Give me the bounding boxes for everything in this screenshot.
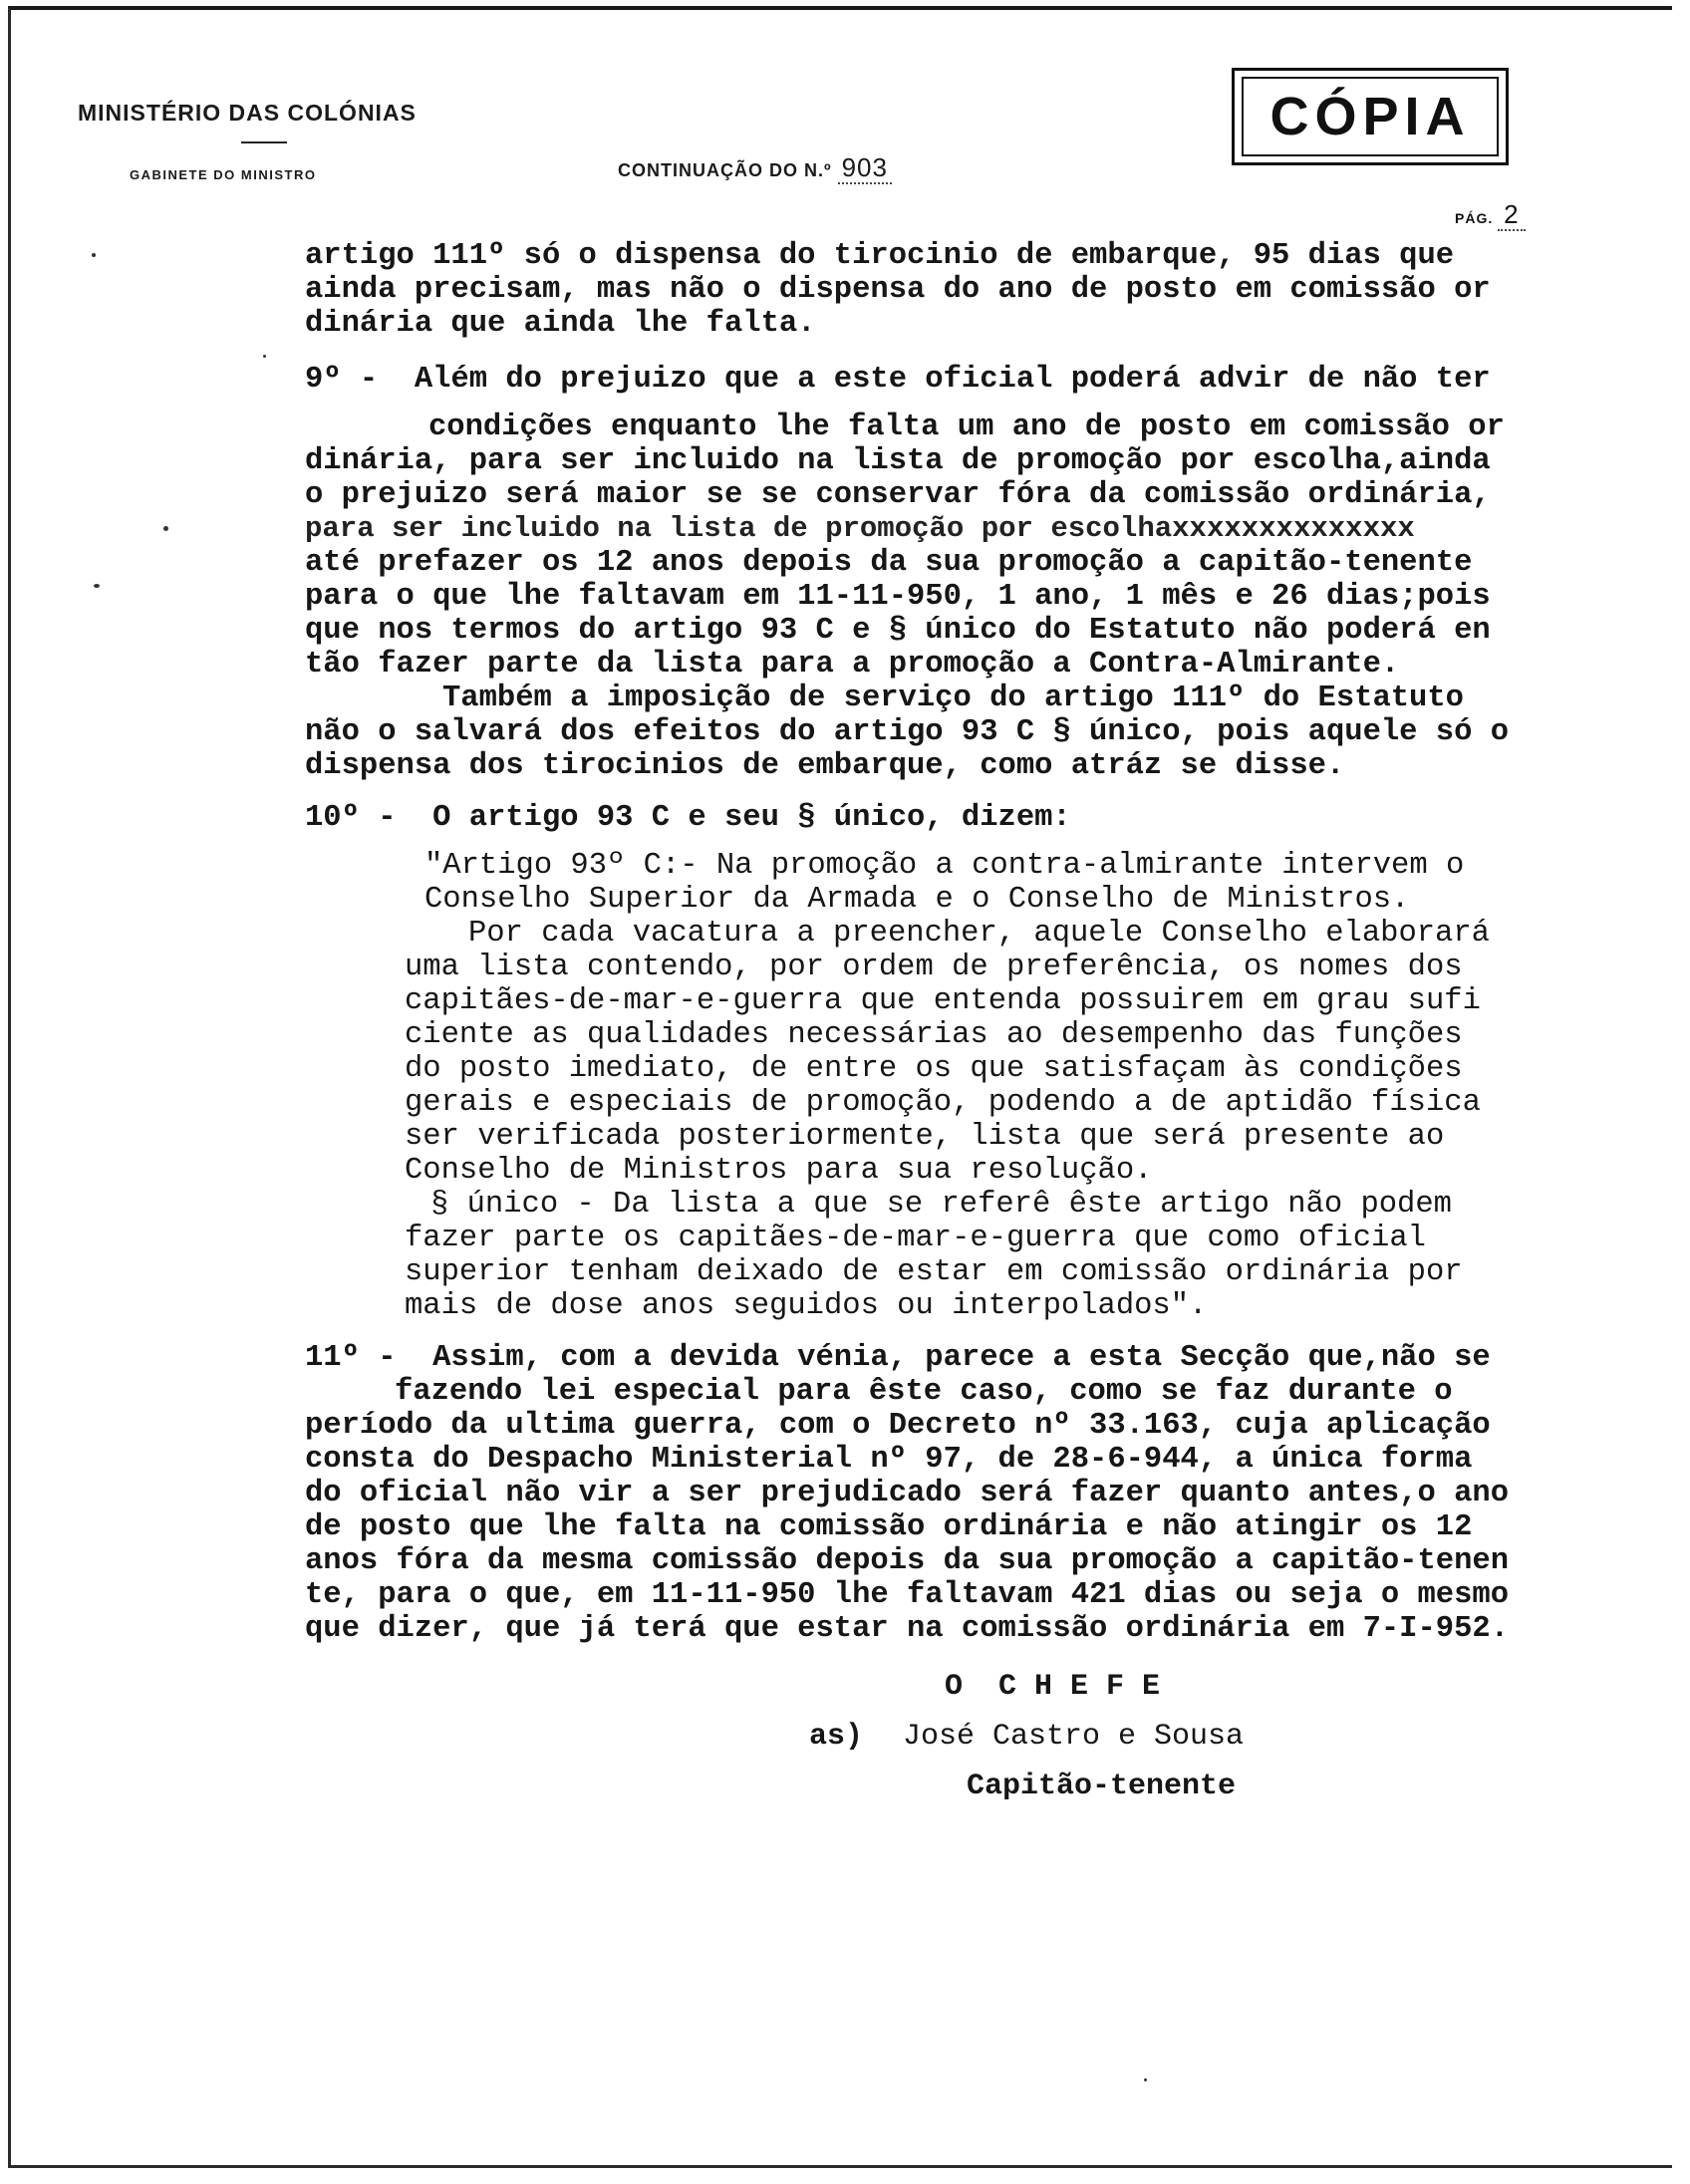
body-line: anos fóra da mesma comissão depois da sua promoção a capitão-tenen — [305, 1544, 1509, 1578]
scan-speck — [263, 355, 266, 358]
body-line: ainda precisam, mas não o dispensa do ano de posto em comissão or — [305, 273, 1491, 307]
page-number: 2 — [1498, 199, 1525, 231]
body-line: te, para o que, em 11-11-950 lhe faltavam 421 dias ou seja o mesmo — [305, 1578, 1509, 1612]
copia-stamp-text: CÓPIA — [1242, 77, 1499, 156]
quote-line: Conselho de Ministros para sua resolução. — [405, 1154, 1153, 1188]
signature-name: José Castro e Sousa — [903, 1720, 1245, 1754]
signature-prefix: as) — [809, 1720, 864, 1754]
continuation-line — [618, 152, 892, 183]
quote-line: mais de dose anos seguidos ou interpolados". — [405, 1289, 1208, 1323]
body-line: fazendo lei especial para êste caso, como se faz durante o — [395, 1375, 1453, 1409]
body-line: tão fazer parte da lista para a promoção a Contra-Almirante. — [305, 648, 1400, 682]
body-line: 11º - Assim, com a devida vénia, parece a esta Secção que,não se — [305, 1341, 1491, 1375]
cabinet-title: GABINETE DO MINISTRO — [130, 167, 317, 182]
continuation-label: CONTINUAÇÃO DO N.º — [618, 160, 832, 180]
quote-line: "Artigo 93º C:- Na promoção a contra-almirante intervem o — [424, 849, 1465, 883]
body-line: condições enquanto lhe falta um ano de posto em comissão or — [428, 410, 1505, 444]
body-line: Também a imposição de serviço do artigo 111º do Estatuto — [442, 682, 1464, 715]
body-line: até prefazer os 12 anos depois da sua promoção a capitão-tenente — [305, 546, 1473, 580]
body-line: dinária que ainda lhe falta. — [305, 307, 816, 341]
signature-title: O C H E F E — [945, 1670, 1161, 1704]
body-line: período da ultima guerra, com o Decreto nº 33.163, cuja aplicação — [305, 1409, 1491, 1443]
body-line: para o que lhe faltavam em 11-11-950, 1 ano, 1 mês e 26 dias;pois — [305, 580, 1491, 614]
scan-speck — [94, 584, 100, 588]
body-line: 9º - Além do prejuizo que a este oficial poderá advir de não ter — [305, 363, 1491, 397]
body-line: que nos termos do artigo 93 C e § único do Estatuto não poderá en — [305, 614, 1491, 648]
body-line: dispensa dos tirocinios de embarque, como atráz se disse. — [305, 749, 1345, 783]
body-line: de posto que lhe falta na comissão ordinária e não atingir os 12 — [305, 1510, 1473, 1544]
body-line: artigo 111º só o dispensa do tirocinio de embarque, 95 dias que — [305, 239, 1455, 273]
body-line: não o salvará dos efeitos do artigo 93 C § único, pois aquele só o — [305, 715, 1509, 749]
continuation-number: 903 — [838, 152, 892, 184]
copia-stamp — [1232, 68, 1509, 165]
quote-line: fazer parte os capitães-de-mar-e-guerra que como oficial — [405, 1222, 1426, 1255]
quote-line: ciente as qualidades necessárias ao desempenho das funções — [405, 1018, 1463, 1052]
scan-speck — [92, 253, 96, 257]
scan-speck — [163, 526, 168, 531]
quote-line: superior tenham deixado de estar em comissão ordinária por — [405, 1255, 1463, 1289]
header-rule — [241, 141, 287, 143]
scan-speck — [1144, 2078, 1147, 2081]
body-line-struck: para ser incluido na lista de promoção por escolhaxxxxxxxxxxxxxx — [305, 512, 1415, 545]
body-line: consta do Despacho Ministerial nº 97, de 28-6-944, a única forma — [305, 1443, 1473, 1477]
signature-rank: Capitão-tenente — [967, 1770, 1237, 1803]
body-line: do oficial não vir a ser prejudicado será fazer quanto antes,o ano — [305, 1477, 1509, 1510]
quote-line: capitães-de-mar-e-guerra que entenda possuirem em grau sufi — [405, 984, 1481, 1018]
quote-line: do posto imediato, de entre os que satisfaçam às condições — [405, 1052, 1463, 1086]
body-line: o prejuizo será maior se se conservar fóra da comissão ordinária, — [305, 478, 1491, 512]
quote-line: § único - Da lista a que se referê êste artigo não podem — [430, 1188, 1452, 1222]
page-label: PÁG. — [1455, 210, 1494, 226]
quote-line: Conselho Superior da Armada e o Conselho de Ministros. — [424, 883, 1410, 917]
body-line: dinária, para ser incluido na lista de promoção por escolha,ainda — [305, 444, 1491, 478]
body-line: 10º - O artigo 93 C e seu § único, dizem: — [305, 801, 1071, 835]
quote-line: ser verificada posteriormente, lista que será presente ao — [405, 1120, 1445, 1154]
quote-line: Por cada vacatura a preencher, aquele Conselho elaborará — [468, 917, 1490, 951]
ministry-title: MINISTÉRIO DAS COLÓNIAS — [78, 100, 417, 126]
quote-line: gerais e especiais de promoção, podendo a de aptidão física — [405, 1086, 1481, 1120]
quote-line: uma lista contendo, por ordem de preferência, os nomes dos — [405, 951, 1463, 984]
body-line: que dizer, que já terá que estar na comissão ordinária em 7-I-952. — [305, 1612, 1509, 1646]
page-number-line — [1455, 199, 1526, 230]
